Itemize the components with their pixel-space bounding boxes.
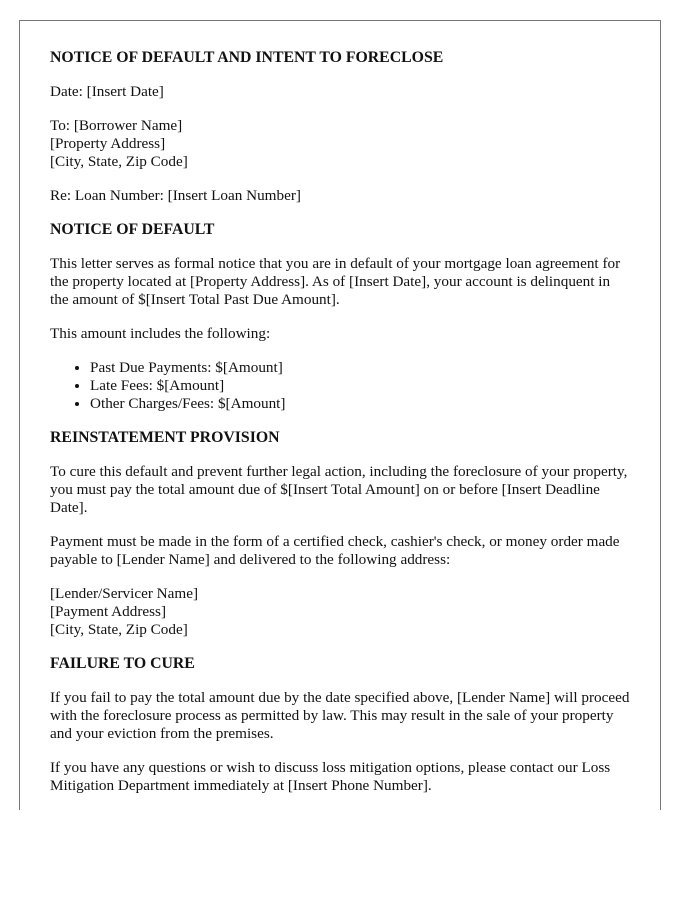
- section-heading-notice-of-default: NOTICE OF DEFAULT: [50, 221, 215, 238]
- default-paragraph: This letter serves as formal notice that you are in default of your mortgage loan agreement for the property located at [Property Address]. As of [Insert Date], your account is delinquent in the amount of $[Insert Total Past Due Amount].: [50, 255, 621, 308]
- payment-address: [Payment Address]: [50, 603, 166, 620]
- payment-address-block: [50, 585, 630, 639]
- recipient-block: [50, 117, 630, 171]
- recipient-property-address: [Property Address]: [50, 135, 166, 152]
- section-heading-reinstatement: REINSTATEMENT PROVISION: [50, 429, 280, 446]
- list-item: • Other Charges/Fees: $[Amount]: [90, 395, 630, 413]
- document-page: [19, 20, 661, 810]
- contact-paragraph: If you have any questions or wish to discuss loss mitigation options, please contact our Loss Mitigation Department immediately at [Insert Phone Number].: [50, 759, 611, 794]
- section-heading-failure-to-cure: FAILURE TO CURE: [50, 655, 195, 672]
- charges-list: [50, 359, 630, 413]
- amount-includes-paragraph: This amount includes the following:: [50, 325, 271, 342]
- document-title: NOTICE OF DEFAULT AND INTENT TO FORECLOSE: [50, 49, 444, 66]
- reinstatement-paragraph: To cure this default and prevent further legal action, including the foreclosure of your property, you must pay the total amount due of $[Insert Total Amount] on or before [Insert Deadline Date].: [50, 463, 628, 516]
- recipient-name: To: [Borrower Name]: [50, 117, 183, 134]
- reference-line: Re: Loan Number: [Insert Loan Number]: [50, 187, 301, 204]
- list-item: • Late Fees: $[Amount]: [90, 377, 630, 395]
- list-item: • Past Due Payments: $[Amount]: [90, 359, 630, 377]
- recipient-city-state-zip: [City, State, Zip Code]: [50, 153, 188, 170]
- failure-paragraph: If you fail to pay the total amount due by the date specified above, [Lender Name] will proceed with the foreclosure process as permitted by law. This may result in the sale of your property and your eviction from the premises.: [50, 689, 630, 742]
- document-content: [20, 21, 660, 795]
- payment-city-state-zip: [City, State, Zip Code]: [50, 621, 188, 638]
- date-line: Date: [Insert Date]: [50, 83, 164, 100]
- lender-servicer-name: [Lender/Servicer Name]: [50, 585, 198, 602]
- payment-method-paragraph: Payment must be made in the form of a certified check, cashier's check, or money order made payable to [Lender Name] and delivered to the following address:: [50, 533, 620, 568]
